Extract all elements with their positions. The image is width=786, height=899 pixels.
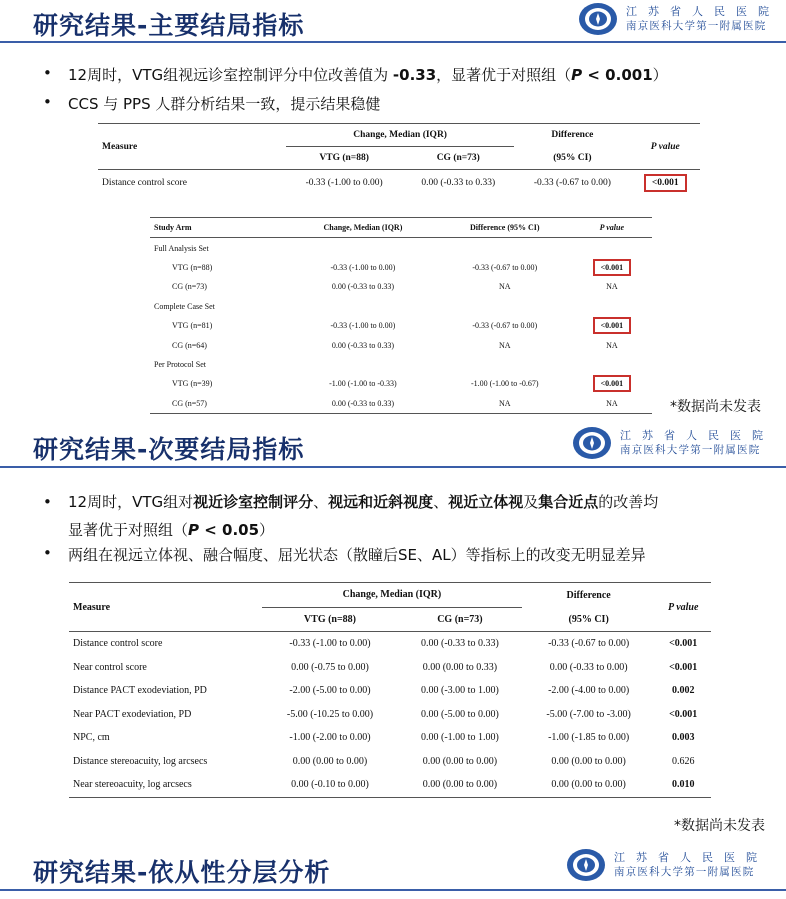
hospital-logo xyxy=(572,426,774,460)
bullet-secondary-result: • 12周时，VTG组对视近诊室控制评分、视远和近斜视度、视近立体视及集合近点的改善均 显著优于对照组（P < 0.05） xyxy=(43,493,659,539)
hospital-logo xyxy=(578,2,780,36)
primary-outcome-table: Measure Change, Median (IQR) Difference P value VTG (n=88) CG (n=73) (95% CI) Distance control score -0.33 (-1.00 to 0.00) 0.00 (-0.33 to 0.33) -0.33 (-0.67 to 0.00) <0.001 xyxy=(98,123,700,196)
table-row: Distance control score -0.33 (-1.00 to 0.00) 0.00 (-0.33 to 0.33) -0.33 (-0.67 to 0.00) <0.001 xyxy=(73,638,698,650)
slide-title: 研究结果-依从性分层分析 xyxy=(33,858,331,887)
table-row: Distance stereoacuity, log arcsecs 0.00 (0.00 to 0.00) 0.00 (0.00 to 0.00) 0.00 (0.00 to 0.00) 0.626 xyxy=(73,755,695,767)
table-row: Near control score 0.00 (-0.75 to 0.00) 0.00 (0.00 to 0.33) 0.00 (-0.33 to 0.00) <0.001 xyxy=(73,661,698,673)
hospital-name-line1: 江苏省人民医院 xyxy=(614,851,768,864)
pvalue-highlight: <0.001 xyxy=(644,174,687,192)
slide-adherence-analysis xyxy=(0,845,786,899)
hospital-emblem-icon xyxy=(578,2,618,36)
hospital-name-line2: 南京医科大学第一附属医院 xyxy=(620,444,761,456)
slide-title: 研究结果-次要结局指标 xyxy=(33,435,305,464)
slide-primary-outcome xyxy=(0,0,786,420)
hospital-logo xyxy=(566,848,768,882)
pvalue-highlight: <0.001 xyxy=(593,375,632,392)
title-divider xyxy=(0,889,786,891)
pvalue-highlight: <0.001 xyxy=(593,259,632,276)
pvalue-highlight: <0.001 xyxy=(593,317,632,334)
title-divider xyxy=(0,466,786,468)
group-label: Per Protocol Set xyxy=(154,359,206,369)
bullet-primary-result: • 12周时，VTG组视远诊室控制评分中位改善值为 -0.33，显著优于对照组（P < 0.001） xyxy=(43,64,668,84)
hospital-emblem-icon xyxy=(572,426,612,460)
table-row: Near PACT exodeviation, PD -5.00 (-10.25 to 0.00) 0.00 (-5.00 to 0.00) -5.00 (-7.00 to -3.00) <0.001 xyxy=(73,708,698,720)
bullet-consistency: • CCS 与 PPS 人群分析结果一致，提示结果稳健 xyxy=(43,93,381,113)
bullet-no-difference: • 两组在视远立体视、融合幅度、屈光状态（散瞳后SE、AL）等指标上的改变无明显差异 xyxy=(43,544,646,564)
hospital-name-line2: 南京医科大学第一附属医院 xyxy=(614,866,755,878)
table-row: Near stereoacuity, log arcsecs 0.00 (-0.10 to 0.00) 0.00 (0.00 to 0.00) 0.00 (0.00 to 0.00) 0.010 xyxy=(69,773,711,797)
sensitivity-analysis-table: Study Arm Change, Median (IQR) Difference (95% CI) P value Full Analysis Set VTG (n=88) -0.33 (-1.00 to 0.00) -0.33 (-0.67 to 0.00) <0.001 CG (n=73) 0.00 (-0.33 to 0.33) NA NA Complete Case Set VTG (n=81) -0.33 (-1.00 to 0.00) -0.33 (-0.67 to 0.00) <0.001 CG (n=64) 0.00 (-0.33 to 0.33) NA NA Per Protocol Set VTG (n=39) -1.00 (-1.00 to -0.33) -1.00 (-1.00 to -0.67) <0.001 CG (n=57) 0.00 (-0.33 to 0.33) NA NA xyxy=(150,217,652,414)
slide-title: 研究结果-主要结局指标 xyxy=(33,11,305,40)
secondary-outcome-table: Measure Change, Median (IQR) Difference P value VTG (n=88) CG (n=73) (95% CI) Distance control score -0.33 (-1.00 to 0.00) 0.00 (-0.33 to 0.33) -0.33 (-0.67 to 0.00) <0.001 Near control score 0.00 (-0.75 to 0.00) 0.00 (0.00 to 0.33) 0.00 (-0.33 to 0.00) <0.001 Distance PACT exodeviation, PD -2.00 (-5.00 to 0.00) 0.00 (-3.00 to 1.00) -2.00 (-4.00 to 0.00) 0.002 Near PACT exodeviation, PD -5.00 (-10.25 to 0.00) 0.00 (-5.00 to 0.00) -5.00 (-7.00 to -3.00) <0.001 NPC, cm -1.00 (-2.00 to 0.00) 0.00 (-1.00 to 1.00) -1.00 (-1.85 to 0.00) 0.003 Distance stereoacuity, log arcsecs 0.00 (0.00 to 0.00) 0.00 (0.00 to 0.00) 0.00 (0.00 to 0.00) 0.626 Near stereoacuity, log arcsecs 0.00 (-0.10 to 0.00) 0.00 (0.00 to 0.00) 0.00 (0.00 to 0.00) 0.010 xyxy=(69,582,711,798)
title-divider xyxy=(0,41,786,43)
hospital-name-line2: 南京医科大学第一附属医院 xyxy=(626,20,767,32)
table-row: NPC, cm -1.00 (-2.00 to 0.00) 0.00 (-1.00 to 1.00) -1.00 (-1.85 to 0.00) 0.003 xyxy=(73,732,695,744)
group-label: Complete Case Set xyxy=(154,301,215,311)
unpublished-note: *数据尚未发表 xyxy=(670,399,761,415)
table-row: Distance PACT exodeviation, PD -2.00 (-5.00 to 0.00) 0.00 (-3.00 to 1.00) -2.00 (-4.00 to 0.00) 0.002 xyxy=(73,685,695,697)
hospital-name-line1: 江苏省人民医院 xyxy=(620,429,774,442)
hospital-name-line1: 江苏省人民医院 xyxy=(626,5,780,18)
unpublished-note: *数据尚未发表 xyxy=(674,818,765,834)
group-label: Full Analysis Set xyxy=(154,243,209,253)
hospital-emblem-icon xyxy=(566,848,606,882)
